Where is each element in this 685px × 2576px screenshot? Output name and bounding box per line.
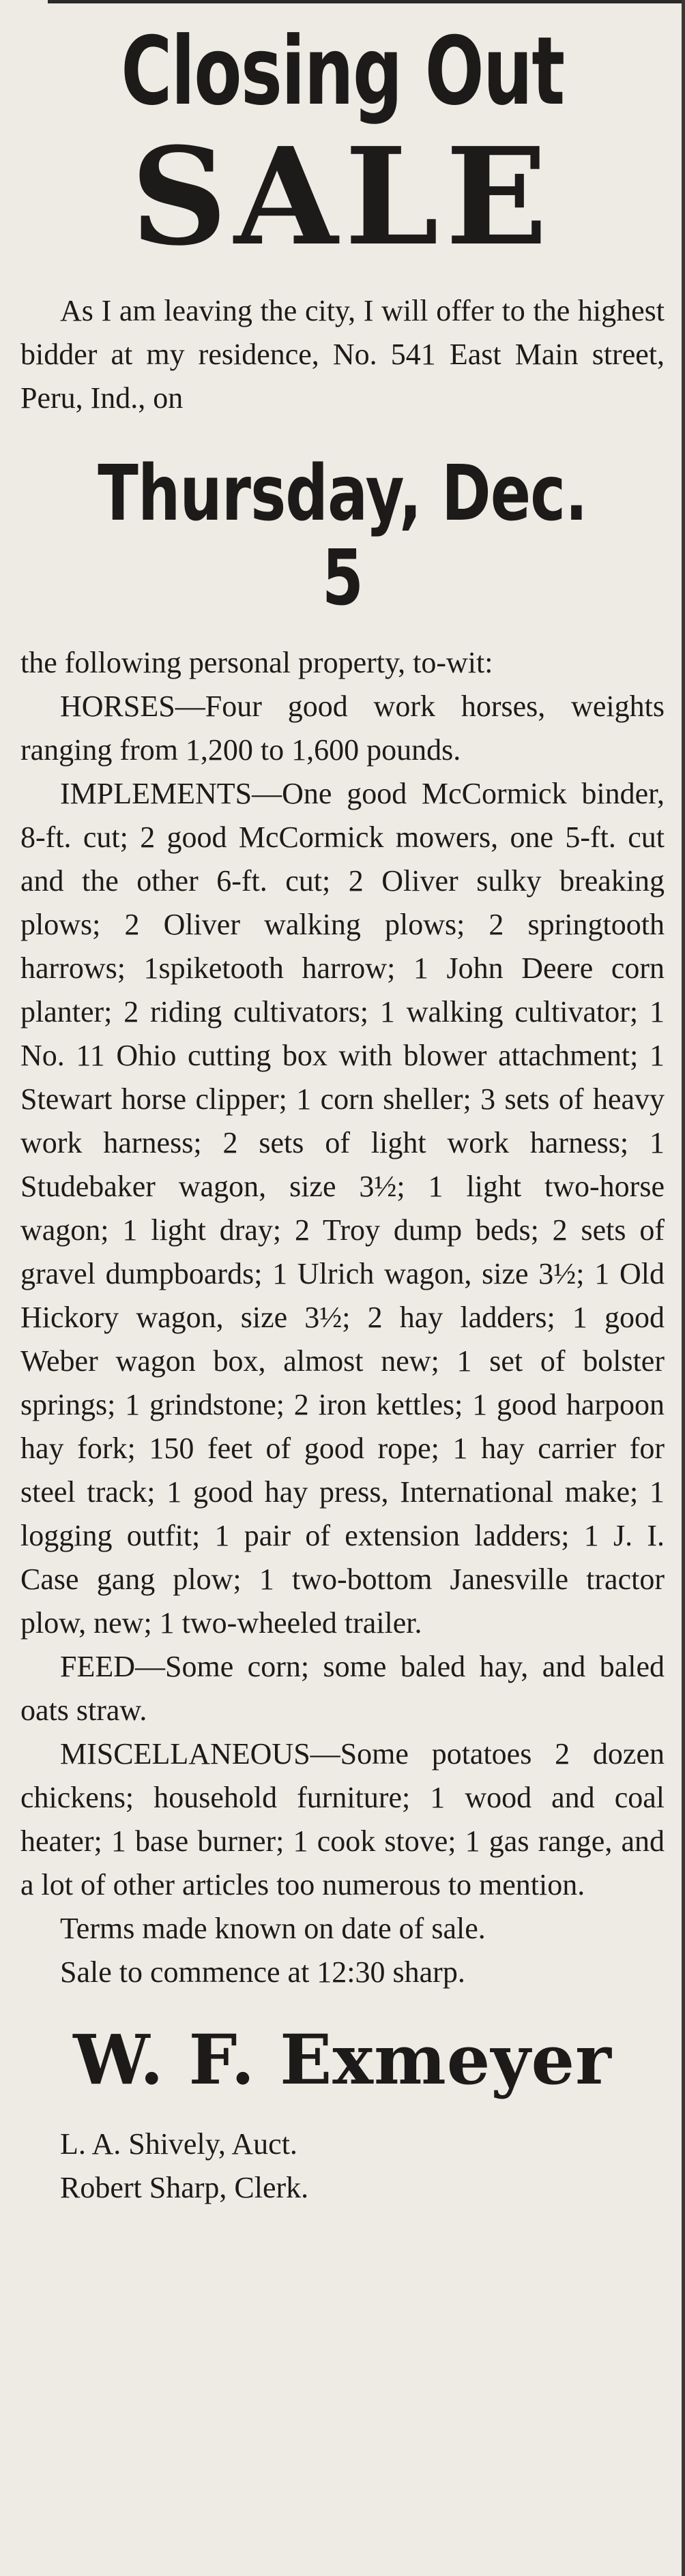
advertisement [20,16,665,2210]
sale-title: SALE [130,119,555,276]
column-rule [682,0,685,2576]
seller-name: W. F. Exmeyer [73,2019,612,2100]
feed-section: FEED—Some corn; some baled hay, and baled oats straw. [20,1650,665,1727]
start-time-line: Sale to commence at 12:30 sharp. [60,1955,465,1989]
terms-line: Terms made known on date of sale. [60,1912,486,1945]
lead-text: the following personal property, to-wit: [20,646,493,679]
horses-section: HORSES—Four good work horses, weights ranging from 1,200 to 1,600 pounds. [20,690,665,767]
implements-section: IMPLEMENTS—One good McCormick binder, 8-ft. cut; 2 good McCormick mowers, one 5-ft. cut and the other 6-ft. cut; 2 Oliver sulky breaking plows; 2 Oliver walking plows; 2 springtooth harrows; 1spiketooth harrow; 1 John Deere corn planter; 2 riding cultivators; 1 walking cultivator; 1 No. 11 Ohio cutting box with blower attachment; 1 Stewart horse clipper; 1 corn sheller; 3 sets of heavy work harness; 2 sets of light work harness; 1 Studebaker wagon, size 3½; 1 light two-horse wagon; 1 light dray; 2 Troy dump beds; 2 sets of gravel dumpboards; 1 Ulrich wagon, size 3½; 1 Old Hickory wagon, size 3½; 2 hay ladders; 1 good Weber wagon box, almost new; 1 set of bolster springs; 1 grindstone; 2 iron kettles; 1 good harpoon hay fork; 150 feet of good rope; 1 hay carrier for steel track; 1 good hay press, International make; 1 logging outfit; 1 pair of extension ladders; 1 J. I. Case gang plow; 1 two-bottom Janesville tractor plow, new; 1 two-wheeled trailer. [20,777,665,1640]
auctioneer-credit: L. A. Shively, Auct. [60,2127,297,2161]
headline: Closing Out [121,16,564,126]
miscellaneous-section: MISCELLANEOUS—Some potatoes 2 dozen chickens; household furniture; 1 wood and coal heater; 1 base burner; 1 cook stove; 1 gas range, and a lot of other articles too numerous to mention. [20,1737,665,1901]
sale-date: Thursday, Dec. 5 [98,449,587,623]
intro-paragraph: As I am leaving the city, I will offer to the highest bidder at my residence, No. 541 East Main street, Peru, Ind., on [20,294,665,415]
clerk-credit: Robert Sharp, Clerk. [60,2171,309,2204]
top-rule [48,0,685,3]
